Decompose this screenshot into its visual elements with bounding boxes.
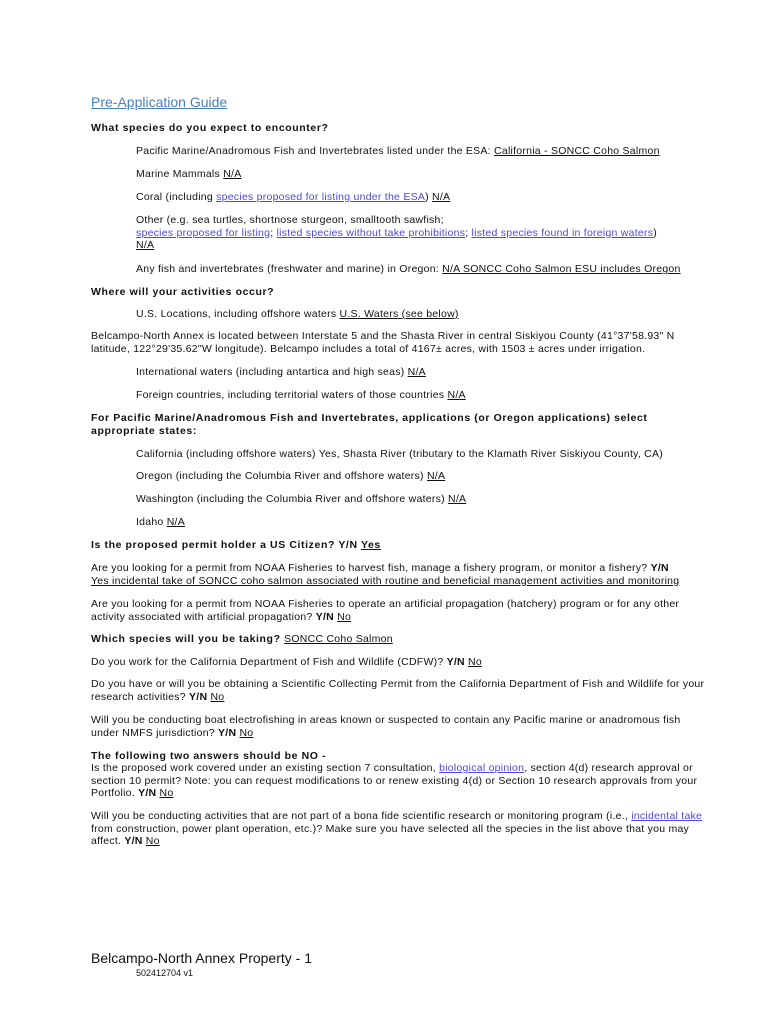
document-id: 502412704 v1 bbox=[136, 968, 194, 978]
question-states: For Pacific Marine/Anadromous Fish and Invertebrates, applications (or Oregon applications) select appropriate states: bbox=[91, 412, 648, 437]
page-footer: Belcampo-North Annex Property - 1 bbox=[91, 950, 312, 966]
species-proposed-link[interactable]: species proposed for listing under the ESA bbox=[216, 191, 426, 203]
question-taking: Which species will you be taking? SONCC Coho Salmon bbox=[91, 633, 393, 645]
foreign-waters-link[interactable]: listed species found in foreign waters bbox=[471, 226, 654, 239]
bona-fide-question: Will you be conducting activities that are not part of a bona fide scientific research or monitoring program (i.e., incidental take from construction, power plant operation, etc.)? Make sure you have selected all the species in the list above that you may affect. Y/N No bbox=[91, 810, 703, 847]
biological-opinion-link[interactable]: biological opinion bbox=[439, 762, 525, 774]
answer-oregon-fish: Any fish and invertebrates (freshwater and marine) in Oregon: N/A SONCC Coho Salmon ESU includes Oregon bbox=[136, 263, 681, 275]
no-take-prohibitions-link[interactable]: listed species without take prohibitions bbox=[276, 226, 466, 239]
answer-foreign: Foreign countries, including territorial waters of those countries N/A bbox=[136, 389, 466, 401]
answer-oregon: Oregon (including the Columbia River and offshore waters) N/A bbox=[136, 470, 446, 482]
pacific-answer: California - SONCC Coho Salmon bbox=[494, 145, 660, 157]
answer-washington: Washington (including the Columbia River and offshore waters) N/A bbox=[136, 493, 467, 505]
question-citizen: Is the proposed permit holder a US Citizen? Y/N Yes bbox=[91, 539, 381, 551]
proposed-for-listing-link[interactable]: species proposed for listing bbox=[136, 226, 271, 239]
answer-international: International waters (including antartica and high seas) N/A bbox=[136, 366, 426, 378]
scp-question: Do you have or will you be obtaining a Scientific Collecting Permit from the California Department of Fish and Wildlife for your research activities? Y/N No bbox=[91, 678, 705, 703]
location-description: Belcampo-North Annex is located between Interstate 5 and the Shasta River in central Siskiyou County (41°37'58.93" N latitude, 122°29'35.62"W longitude). Belcampo includes a total of 4167± acres, with 1503 ± acres under irrigation. bbox=[91, 330, 675, 355]
answer-coral: Coral (including species proposed for listing under the ESA) N/A bbox=[136, 191, 451, 203]
answer-other: Other (e.g. sea turtles, shortnose sturgeon, smalltooth sawfish; species proposed for listing; listed species without take prohibitions; listed species found in foreign waters) N/A bbox=[136, 214, 657, 251]
section7-question: Is the proposed work covered under an existing section 7 consultation, biological opinion, section 4(d) research approval or section 10 permit? Note: you can request modifications to or renew existing 4(d) or Section 10 research approvals from your Portfolio. Y/N No bbox=[91, 762, 698, 799]
page-title[interactable]: Pre-Application Guide bbox=[91, 94, 228, 110]
cdfw-question: Do you work for the California Department of Fish and Wildlife (CDFW)? Y/N No bbox=[91, 656, 482, 668]
hatchery-question: Are you looking for a permit from NOAA Fisheries to operate an artificial propagation (hatchery) program or for any other activity associated with artificial propagation? Y/N No bbox=[91, 598, 680, 623]
question-no-answers: The following two answers should be NO - bbox=[91, 750, 327, 762]
answer-marine-mammals: Marine Mammals N/A bbox=[136, 168, 242, 180]
harvest-question: Are you looking for a permit from NOAA Fisheries to harvest fish, manage a fishery program, or monitor a fishery? Y/N Yes incidental take of SONCC coho salmon associated with routine and beneficial management activities and monitoring bbox=[91, 562, 680, 587]
question-species: What species do you expect to encounter? bbox=[91, 122, 329, 134]
answer-us-locations: U.S. Locations, including offshore waters U.S. Waters (see below) bbox=[136, 308, 459, 320]
incidental-take-link[interactable]: incidental take bbox=[631, 810, 703, 822]
electrofishing-question: Will you be conducting boat electrofishing in areas known or suspected to contain any Pacific marine or anadromous fish under NMFS jurisdiction? Y/N No bbox=[91, 714, 681, 739]
answer-pacific: Pacific Marine/Anadromous Fish and Invertebrates listed under the ESA: California - SONCC Coho Salmon bbox=[136, 145, 660, 157]
answer-california: California (including offshore waters) Yes, Shasta River (tributary to the Klamath River Siskiyou County, CA) bbox=[136, 448, 663, 460]
answer-idaho: Idaho N/A bbox=[136, 516, 185, 528]
question-location: Where will your activities occur? bbox=[91, 286, 275, 298]
